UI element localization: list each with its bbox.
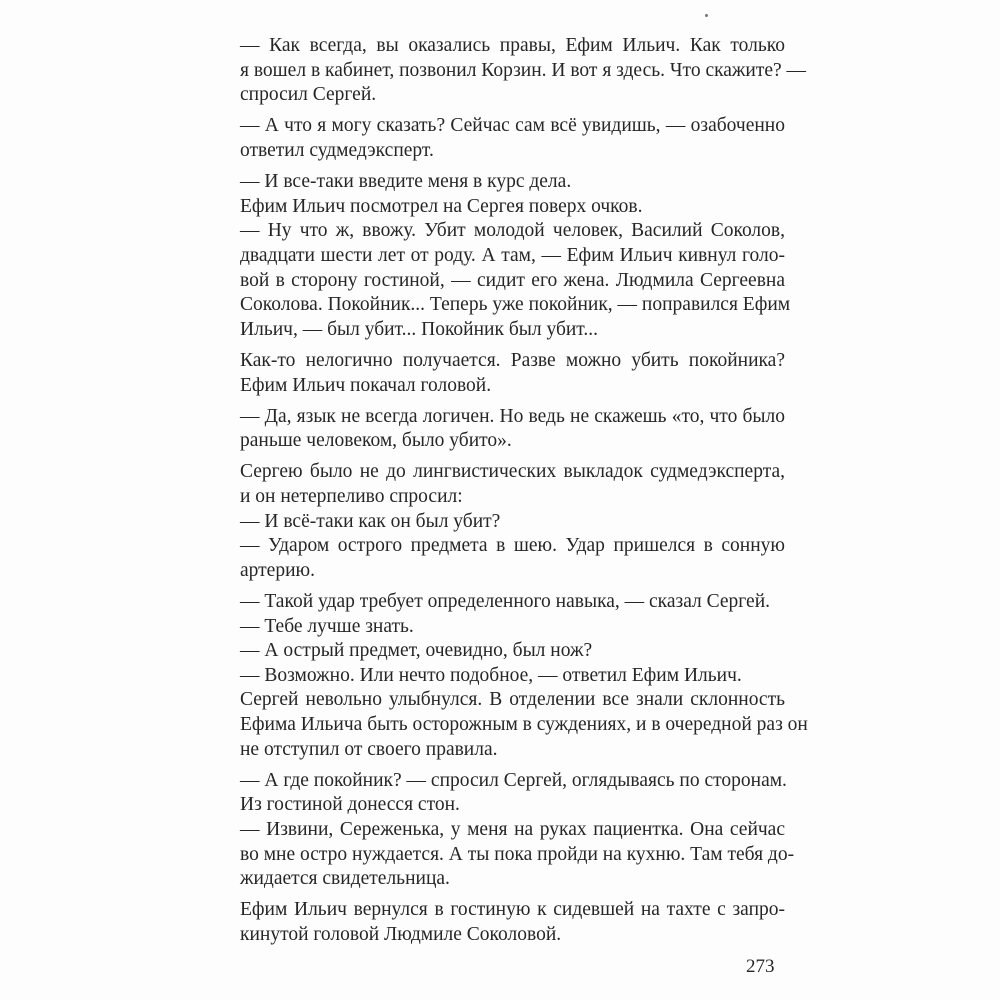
text-line: артерию. (240, 559, 315, 581)
text-line: — А острый предмет, очевидно, был нож? (240, 640, 593, 662)
paragraph (215, 898, 785, 947)
text-line: — Ну что ж, ввожу. Убит молодой человек, Василий Соколов, (240, 220, 785, 242)
text-line: жидается свидетельница. (240, 868, 450, 890)
text-line: — И все-таки введите меня в курс дела. (240, 171, 572, 193)
text-line: Ефим Ильич посмотрел на Сергея поверх очков. (240, 195, 643, 217)
text-line: кинутой головой Людмиле Соколовой. (240, 923, 562, 945)
text-line: раньше человеком, было убито». (240, 430, 512, 452)
paragraph (215, 769, 795, 892)
text-line: — Тебе лучше знать. (240, 615, 414, 637)
text-line: Ефима Ильича быть осторожным в суждениях, и в очередной раз он (240, 714, 808, 735)
text-line: — Извини, Сереженька, у меня на руках пациентка. Она сейчас (240, 818, 785, 840)
text-line: не отступил от своего правила. (240, 738, 498, 760)
text-line: Ефим Ильич вернулся в гостиную к сидевшей на тахте с запро- (240, 899, 785, 921)
text-line: Сергею было не до лингвистических выкладок судмедэксперта, (240, 461, 785, 483)
text-line: Сергей невольно улыбнулся. В отделении все знали склонность (240, 689, 785, 711)
text-line: Соколова. Покойник... Теперь уже покойник, — поправился Ефим (240, 294, 791, 316)
text-line: Ефим Ильич покачал головой. (240, 374, 492, 396)
text-line: — А где покойник? — спросил Сергей, оглядываясь по сторонам. (240, 769, 787, 791)
text-line: вой в сторону гостиной, — сидит его жена. Людмила Сергеевна (240, 269, 785, 291)
paragraph (215, 590, 808, 762)
text-line: — И всё-таки как он был убит? (240, 510, 501, 532)
paragraph (215, 349, 785, 398)
text-line: — Возможно. Или нечто подобное, — ответил Ефим Ильич. (240, 664, 742, 686)
text-line: — Такой удар требует определенного навыка, — сказал Сергей. (240, 591, 771, 613)
text-line: — Ударом острого предмета в шею. Удар пришелся в сонную (240, 535, 785, 557)
paragraph (215, 34, 807, 108)
body-text (215, 34, 808, 954)
paragraph (215, 114, 785, 163)
text-line: двадцати шести лет от роду. А там, — Ефим Ильич кивнул голо- (240, 244, 785, 266)
text-line: Ильич, — был убит... Покойник был убит... (240, 318, 598, 340)
text-line: Как-то нелогично получается. Разве можно убить покойника? (240, 349, 785, 371)
paragraph (215, 405, 785, 454)
print-speck (705, 14, 708, 17)
text-line: я вошел в кабинет, позвонил Корзин. И вот я здесь. Что скажите? — (240, 59, 807, 81)
paragraph (215, 170, 791, 342)
text-line: — А что я могу сказать? Сейчас сам всё увидишь, — озабоченно (240, 115, 785, 137)
paragraph (215, 460, 785, 583)
text-line: Из гостиной донесся стон. (240, 794, 460, 816)
text-line: — Да, язык не всегда логичен. Но ведь не скажешь «то, что было (240, 405, 785, 427)
text-line: ответил судмедэксперт. (240, 139, 434, 161)
text-line: во мне остро нуждается. А ты пока пройди на кухню. Там тебя до- (240, 843, 795, 865)
text-line: и он нетерпеливо спросил: (240, 486, 463, 508)
text-line: — Как всегда, вы оказались правы, Ефим Ильич. Как только (240, 35, 785, 56)
text-line: спросил Сергей. (240, 84, 377, 106)
page-number: 273 (746, 956, 775, 977)
